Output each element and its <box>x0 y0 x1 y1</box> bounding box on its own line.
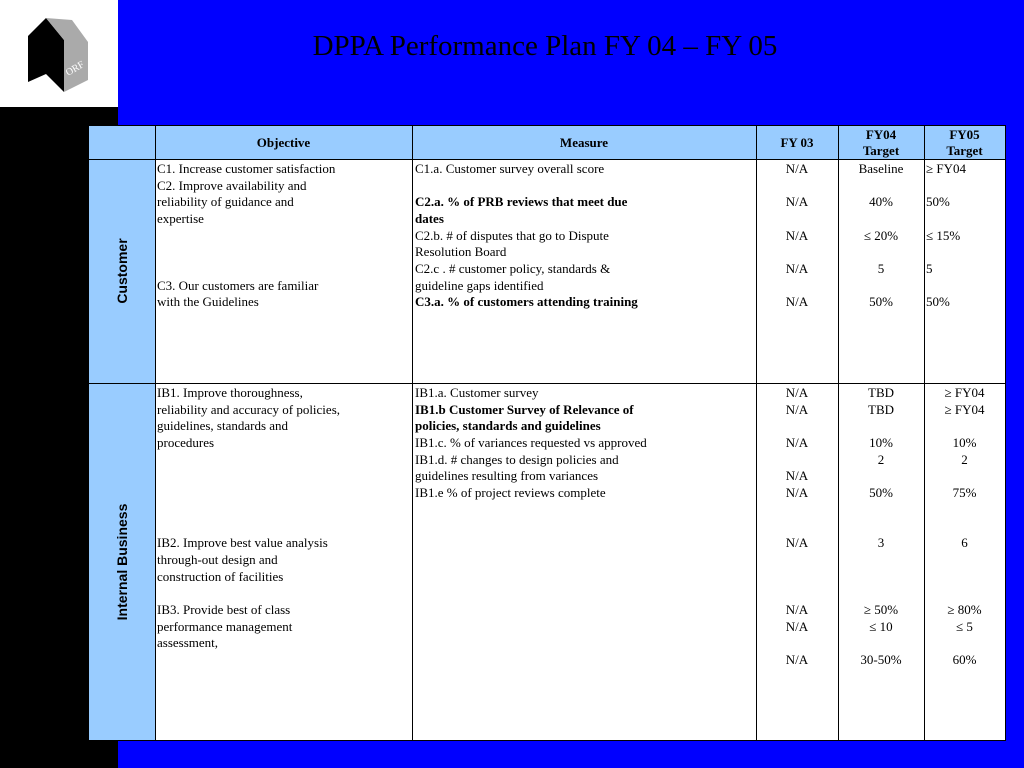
customer-measure-line: C1.a. Customer survey overall score <box>415 161 605 176</box>
customer-objective-line: expertise <box>157 211 204 226</box>
internal-objective-line: procedures <box>157 435 215 450</box>
internal-objective-line: through-out design and <box>157 552 278 567</box>
customer-fy03-value: N/A <box>785 294 809 309</box>
section-customer <box>89 159 155 383</box>
section-customer-label: Customer <box>114 238 130 304</box>
internal-fy03-value: N/A <box>785 619 809 634</box>
internal-fy05-value: 75% <box>952 485 977 500</box>
header-objective: Objective <box>155 126 412 159</box>
internal-fy05-value: 2 <box>961 452 968 467</box>
logo <box>0 0 118 107</box>
section-internal-label: Internal Business <box>114 503 130 620</box>
customer-fy05-value: 50% <box>926 294 950 309</box>
customer-objective-line: C2. Improve availability and <box>157 178 307 193</box>
customer-measure-line: C2.c . # customer policy, standards & <box>415 261 611 276</box>
internal-fy05-value: ≥ FY04 <box>944 402 985 417</box>
header-fy05-line2: Target <box>946 142 983 158</box>
customer-fy03-value: N/A <box>785 261 809 276</box>
customer-objective-line: C3. Our customers are familiar <box>157 278 319 293</box>
internal-measure-line: IB1.a. Customer survey <box>415 385 539 400</box>
header-corner <box>89 126 155 159</box>
internal-measure-line: guidelines resulting from variances <box>415 468 599 483</box>
internal-objective-line: reliability and accuracy of policies, <box>157 402 341 417</box>
internal-fy04-value: TBD <box>868 402 894 417</box>
internal-fy03-value: N/A <box>785 402 809 417</box>
internal-measure-line: IB1.d. # changes to design policies and <box>415 452 619 467</box>
customer-fy05-value: ≥ FY04 <box>926 161 967 176</box>
internal-fy05-value: ≥ FY04 <box>944 385 985 400</box>
customer-measure-line: C2.b. # of disputes that go to Dispute <box>415 228 609 243</box>
internal-objective-line: IB3. Provide best of class <box>157 602 291 617</box>
internal-fy04-value: 3 <box>877 535 885 550</box>
internal-fy05-value: ≤ 5 <box>956 619 973 634</box>
customer-fy03-value: N/A <box>785 194 809 209</box>
header-fy04-target <box>838 126 924 159</box>
internal-fy04-value: ≥ 50% <box>863 602 899 617</box>
header-fy05-target <box>924 126 1005 159</box>
internal-objective-line: IB1. Improve thoroughness, <box>157 385 303 400</box>
internal-fy04-value: 30-50% <box>860 652 902 667</box>
internal-fy03-value: N/A <box>785 435 809 450</box>
internal-fy04-value: 10% <box>869 435 893 450</box>
header-measure: Measure <box>412 126 756 159</box>
customer-fy05-value: ≤ 15% <box>926 228 961 243</box>
customer-fy03-value: N/A <box>785 161 809 176</box>
internal-objective-line: guidelines, standards and <box>157 418 289 433</box>
internal-fy03-value: N/A <box>785 468 809 483</box>
internal-objective-line: assessment, <box>157 635 219 650</box>
internal-fy03-value: N/A <box>785 652 809 667</box>
performance-table <box>88 125 1006 741</box>
internal-measure-line: IB1.c. % of variances requested vs approved <box>415 435 647 450</box>
internal-objective-line: IB2. Improve best value analysis <box>157 535 328 550</box>
logo-text: ORF <box>64 59 87 79</box>
customer-fy03-value: N/A <box>785 228 809 243</box>
internal-fy04-value: TBD <box>868 385 894 400</box>
customer-objective-line: with the Guidelines <box>157 294 259 309</box>
page-title: DPPA Performance Plan FY 04 – FY 05 <box>312 30 778 62</box>
internal-fy04-value: 50% <box>869 485 893 500</box>
internal-fy05-value: 10% <box>952 435 977 450</box>
header-fy04-line2: Target <box>862 142 900 158</box>
header-fy04-line1: FY04 <box>865 126 897 142</box>
internal-objective-line: performance management <box>157 619 293 634</box>
internal-fy04-value: 2 <box>877 452 885 467</box>
internal-fy03-value: N/A <box>785 602 809 617</box>
internal-measure-line: IB1.e % of project reviews complete <box>415 485 606 500</box>
internal-objective-line: construction of facilities <box>157 569 284 584</box>
internal-fy05-value: 6 <box>961 535 968 550</box>
internal-measure-line: IB1.b Customer Survey of Relevance of <box>415 402 634 417</box>
internal-fy04-value: ≤ 10 <box>869 619 893 634</box>
customer-measure-line: C2.a. % of PRB reviews that meet due <box>415 194 628 209</box>
internal-fy03-value: N/A <box>785 485 809 500</box>
internal-fy05-value: ≥ 80% <box>947 602 982 617</box>
customer-fy04-value: ≤ 20% <box>863 228 899 243</box>
customer-measure-line: guideline gaps identified <box>415 278 544 293</box>
customer-fy04-value: 40% <box>869 194 893 209</box>
section-internal-business <box>89 383 155 740</box>
customer-fy04-value: 50% <box>869 294 893 309</box>
header-fy03: FY 03 <box>756 126 838 159</box>
customer-measure-line: Resolution Board <box>415 244 507 259</box>
internal-fy03-value: N/A <box>785 385 809 400</box>
internal-fy05-value: 60% <box>952 652 977 667</box>
building-logo-icon <box>24 14 90 92</box>
internal-fy03-value: N/A <box>785 535 809 550</box>
customer-fy05-value: 50% <box>926 194 950 209</box>
internal-measure-line: policies, standards and guidelines <box>415 418 601 433</box>
customer-measure-line: C3.a. % of customers attending training <box>415 294 638 309</box>
customer-fy04-value: Baseline <box>858 161 904 176</box>
customer-objective-line: reliability of guidance and <box>157 194 294 209</box>
customer-objective-line: C1. Increase customer satisfaction <box>157 161 336 176</box>
header-fy05-line1: FY05 <box>949 126 980 142</box>
customer-fy04-value: 5 <box>877 261 885 276</box>
customer-fy05-value: 5 <box>926 261 933 276</box>
customer-measure-line: dates <box>415 211 444 226</box>
